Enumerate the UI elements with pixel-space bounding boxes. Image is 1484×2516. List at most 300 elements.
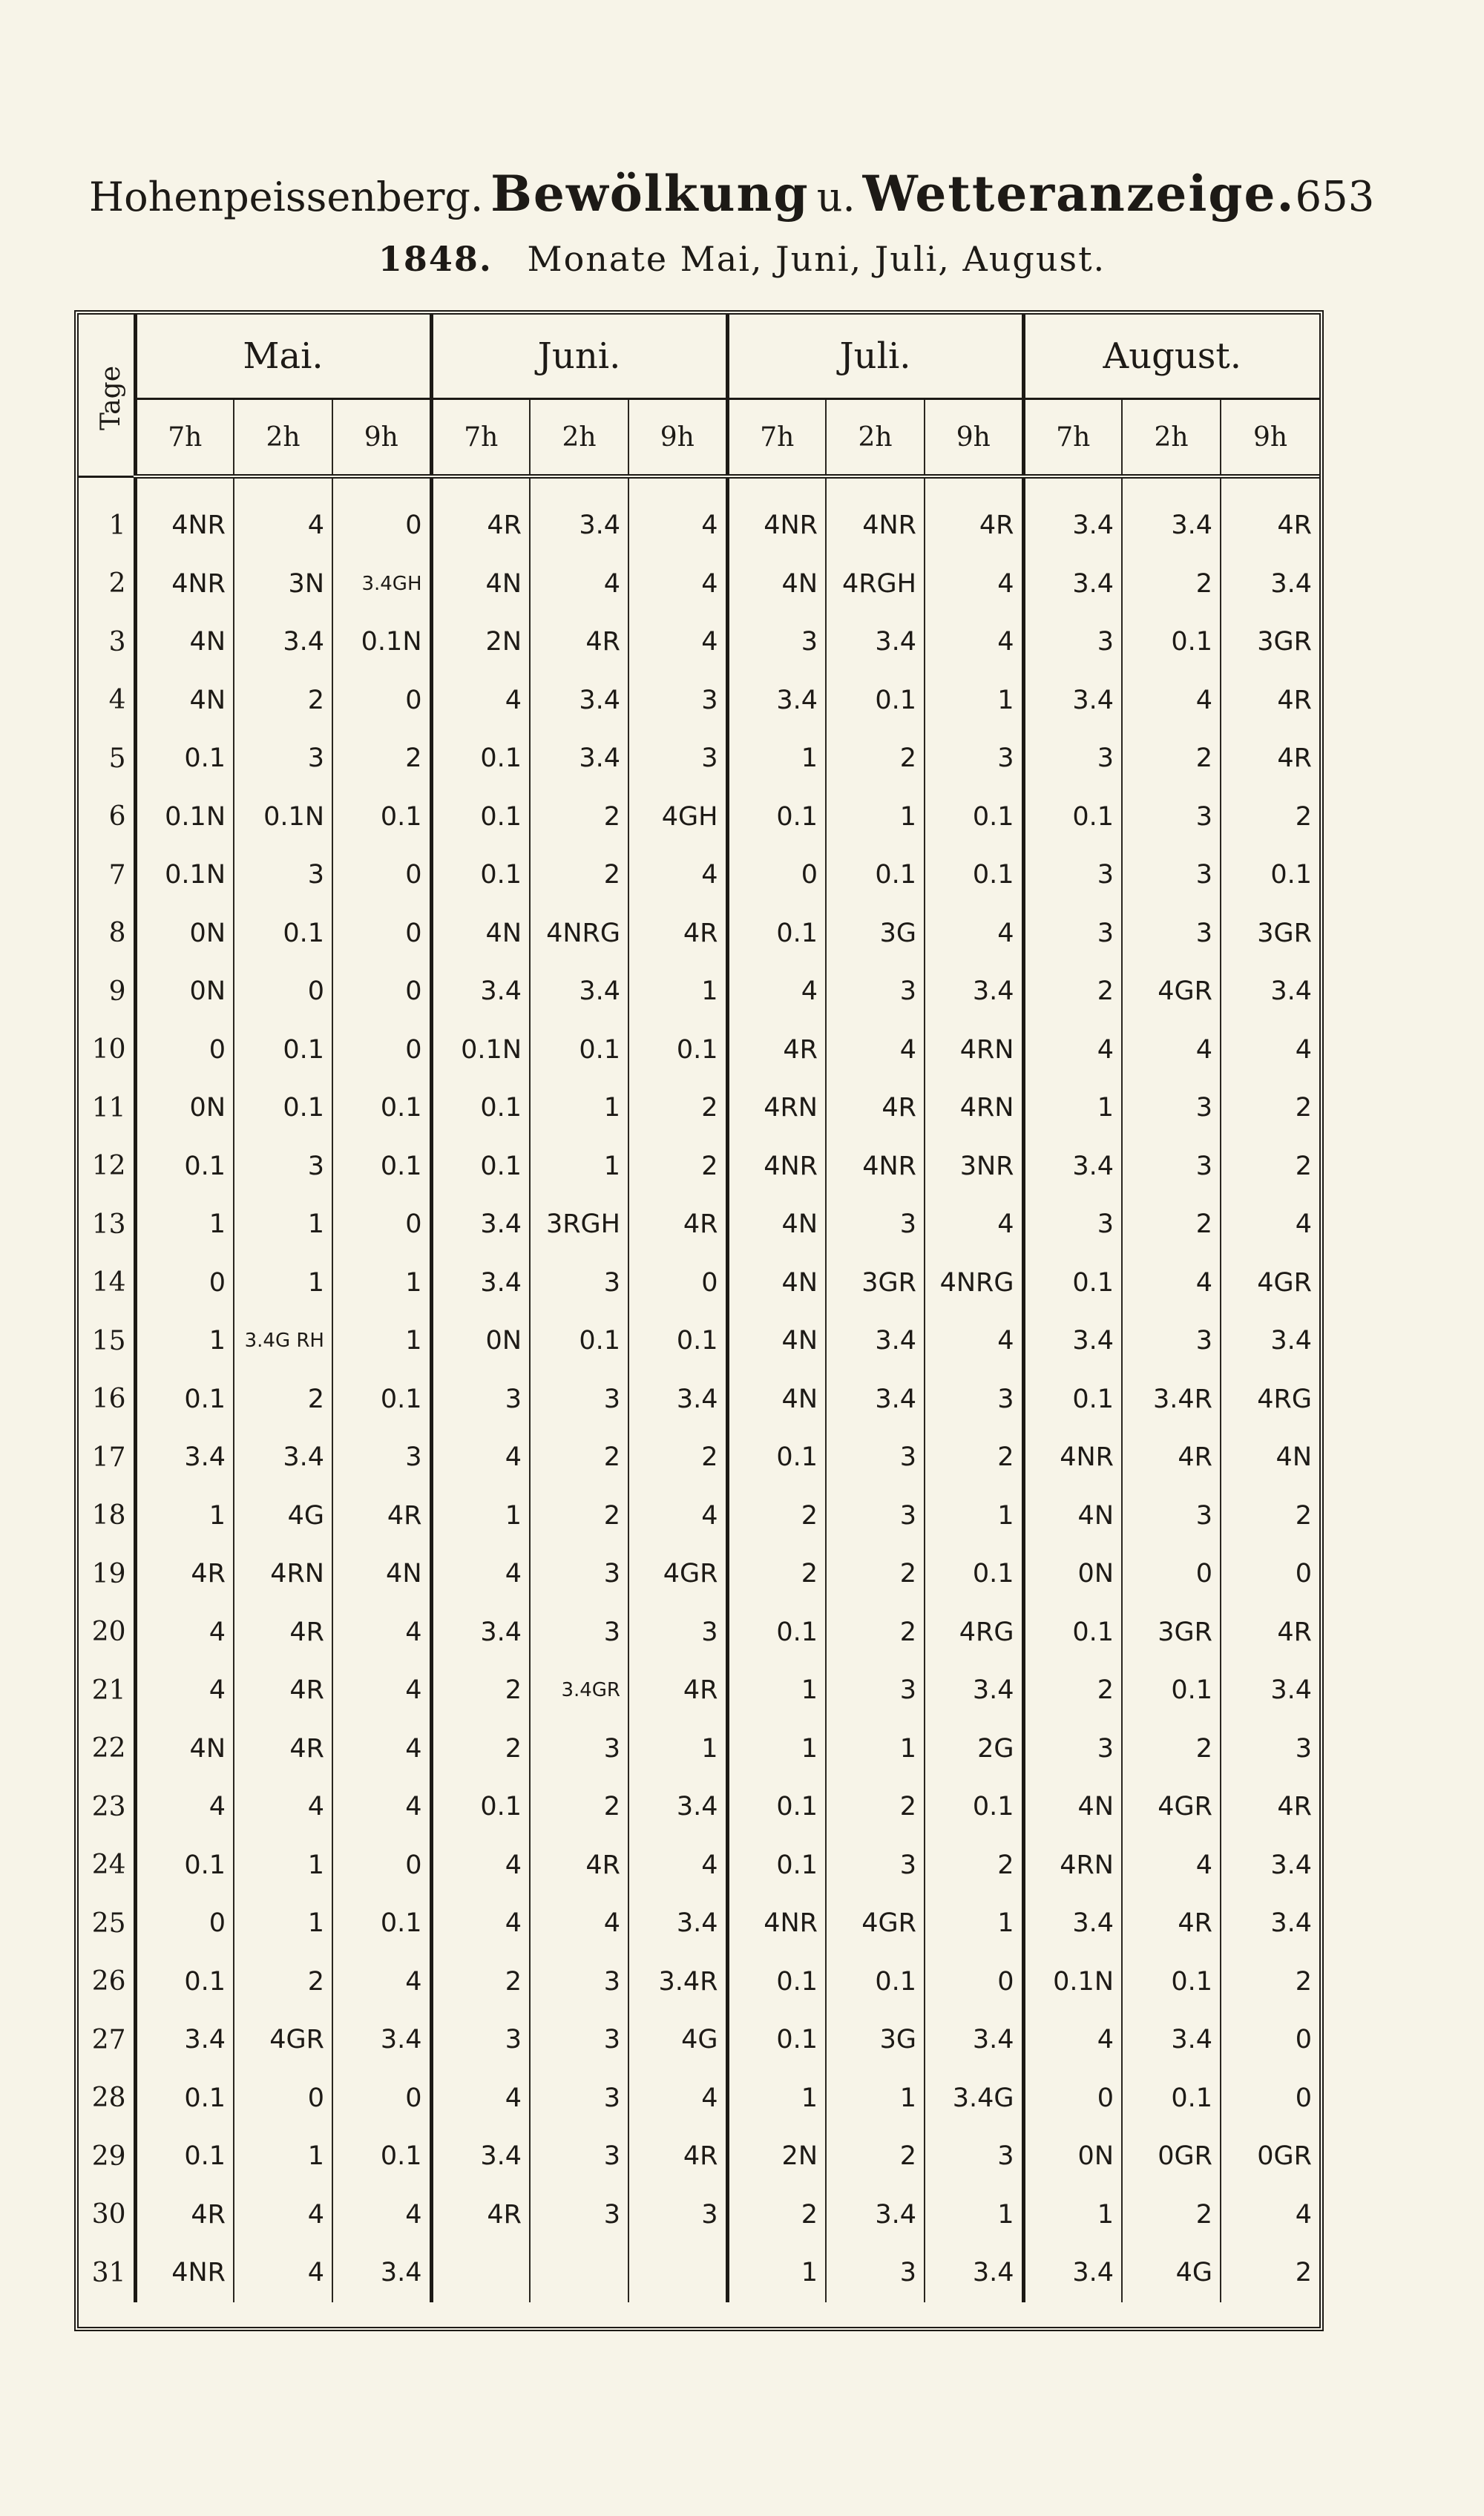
cell-may-2h: 2 xyxy=(234,671,332,730)
cell-july-9h: 4RN xyxy=(925,1079,1023,1137)
cell-august-7h: 4N xyxy=(1023,1487,1122,1546)
cell-june-7h: 3.4 xyxy=(431,1254,530,1313)
cell-august-7h: 3.4 xyxy=(1023,1312,1122,1370)
cell-june-2h: 2 xyxy=(530,1778,628,1836)
table-row xyxy=(79,1195,1319,1254)
cell-june-2h: 3 xyxy=(530,2011,628,2069)
day-number-cell: 18 xyxy=(79,1487,135,1546)
cell-may-2h: 4GR xyxy=(234,2011,332,2069)
cell-june-7h: 3.4 xyxy=(431,1603,530,1662)
spacer-cell xyxy=(1023,476,1122,496)
cell-july-7h: 4R xyxy=(727,1021,826,1080)
cell-may-9h: 4 xyxy=(332,1661,431,1720)
cell-june-7h: 0.1 xyxy=(431,1079,530,1137)
cell-june-2h: 3.4 xyxy=(530,729,628,788)
cell-july-7h: 4NR xyxy=(727,1894,826,1953)
table-row xyxy=(79,962,1319,1021)
table-row xyxy=(79,1894,1319,1953)
cell-june-2h: 3 xyxy=(530,2186,628,2244)
cell-june-9h: 2 xyxy=(628,1079,727,1137)
cell-july-2h: 1 xyxy=(826,1720,925,1778)
cell-july-2h: 4GR xyxy=(826,1894,925,1953)
cell-july-2h: 3 xyxy=(826,962,925,1021)
cell-august-7h: 4 xyxy=(1023,1021,1122,1080)
cell-july-2h: 3 xyxy=(826,1195,925,1254)
cell-july-7h: 4RN xyxy=(727,1079,826,1137)
month-header-may: Mai. xyxy=(135,315,431,399)
cell-may-7h: 0.1N xyxy=(135,788,234,847)
cell-june-7h: 2 xyxy=(431,1720,530,1778)
cell-may-2h: 4 xyxy=(234,2186,332,2244)
cell-july-7h: 4NR xyxy=(727,496,826,555)
cell-august-7h: 3 xyxy=(1023,1720,1122,1778)
cell-may-7h: 4NR xyxy=(135,2244,234,2302)
table-row xyxy=(79,1545,1319,1603)
cell-july-7h: 0.1 xyxy=(727,1603,826,1662)
cell-july-9h: 4 xyxy=(925,904,1023,963)
cell-may-7h: 1 xyxy=(135,1487,234,1546)
cell-may-2h: 3N xyxy=(234,555,332,614)
cell-august-2h: 3GR xyxy=(1122,1603,1221,1662)
cell-may-9h: 1 xyxy=(332,1254,431,1313)
cell-may-9h: 0 xyxy=(332,1021,431,1080)
cell-august-7h: 0.1 xyxy=(1023,1603,1122,1662)
day-number-cell: 19 xyxy=(79,1545,135,1603)
cell-may-2h: 2 xyxy=(234,1953,332,2011)
day-number-cell: 26 xyxy=(79,1953,135,2011)
cell-august-7h: 4 xyxy=(1023,2011,1122,2069)
cell-june-2h xyxy=(530,2244,628,2302)
cell-june-2h: 4 xyxy=(530,1894,628,1953)
month-header-august: August. xyxy=(1023,315,1319,399)
day-number-cell: 25 xyxy=(79,1894,135,1953)
cell-august-7h: 3.4 xyxy=(1023,555,1122,614)
header-place: Hohenpeissenberg. xyxy=(89,174,484,220)
cell-may-7h: 4N xyxy=(135,671,234,730)
cell-june-7h: 4 xyxy=(431,1894,530,1953)
cell-may-9h: 0.1N xyxy=(332,613,431,671)
cell-june-9h: 0.1 xyxy=(628,1021,727,1080)
cell-june-9h: 3.4 xyxy=(628,1778,727,1836)
cell-july-9h: 4 xyxy=(925,613,1023,671)
cell-july-9h: 3.4 xyxy=(925,962,1023,1021)
day-number-cell: 7 xyxy=(79,846,135,904)
cell-july-9h: 2G xyxy=(925,1720,1023,1778)
cell-may-2h: 3 xyxy=(234,1137,332,1196)
cell-june-7h: 4 xyxy=(431,2069,530,2128)
cell-august-7h: 3.4 xyxy=(1023,671,1122,730)
cell-june-9h: 4 xyxy=(628,1836,727,1895)
cell-june-9h: 3 xyxy=(628,1603,727,1662)
cell-may-7h: 0.1 xyxy=(135,1137,234,1196)
cell-august-9h: 2 xyxy=(1221,1079,1319,1137)
cell-may-7h: 4N xyxy=(135,613,234,671)
cell-may-2h: 0 xyxy=(234,2069,332,2128)
cell-june-7h: 2 xyxy=(431,1661,530,1720)
cell-july-7h: 1 xyxy=(727,729,826,788)
table-row xyxy=(79,1021,1319,1080)
cell-august-7h: 4N xyxy=(1023,1778,1122,1836)
table-row xyxy=(79,1720,1319,1778)
cell-july-7h: 3.4 xyxy=(727,671,826,730)
day-number-cell: 16 xyxy=(79,1370,135,1429)
cell-june-9h: 4 xyxy=(628,846,727,904)
cell-may-9h: 0.1 xyxy=(332,788,431,847)
page-header xyxy=(89,165,1375,223)
cell-august-2h: 4G xyxy=(1122,2244,1221,2302)
cell-may-2h: 3.4 xyxy=(234,1428,332,1487)
cell-may-9h: 4R xyxy=(332,1487,431,1546)
cell-august-7h: 3.4 xyxy=(1023,1137,1122,1196)
cell-may-7h: 0N xyxy=(135,962,234,1021)
cell-june-9h: 1 xyxy=(628,962,727,1021)
cell-august-9h: 4R xyxy=(1221,496,1319,555)
table-row xyxy=(79,2069,1319,2128)
day-number-cell: 24 xyxy=(79,1836,135,1895)
cell-june-2h: 3.4GR xyxy=(530,1661,628,1720)
cell-august-7h: 3.4 xyxy=(1023,2244,1122,2302)
cell-june-9h: 4 xyxy=(628,555,727,614)
cell-may-7h: 3.4 xyxy=(135,1428,234,1487)
cell-may-9h: 4 xyxy=(332,1720,431,1778)
cell-july-7h: 4N xyxy=(727,1195,826,1254)
cell-may-2h: 1 xyxy=(234,1894,332,1953)
cell-may-9h: 4N xyxy=(332,1545,431,1603)
cell-august-2h: 2 xyxy=(1122,2186,1221,2244)
cell-may-7h: 4 xyxy=(135,1603,234,1662)
cell-july-2h: 4RGH xyxy=(826,555,925,614)
spacer-cell xyxy=(135,476,234,496)
day-number-cell: 30 xyxy=(79,2186,135,2244)
cell-august-9h: 2 xyxy=(1221,1137,1319,1196)
spacer-cell xyxy=(1221,476,1319,496)
cell-may-7h: 4R xyxy=(135,2186,234,2244)
header-title-group xyxy=(89,165,1296,223)
cell-august-9h: 3.4 xyxy=(1221,962,1319,1021)
cell-august-9h: 2 xyxy=(1221,1487,1319,1546)
cell-july-9h: 4RG xyxy=(925,1603,1023,1662)
cell-august-9h: 2 xyxy=(1221,1953,1319,2011)
cell-august-9h: 0.1 xyxy=(1221,846,1319,904)
day-number-cell: 2 xyxy=(79,555,135,614)
cell-july-7h: 1 xyxy=(727,2244,826,2302)
day-number-cell: 8 xyxy=(79,904,135,963)
cell-may-7h: 0 xyxy=(135,1254,234,1313)
table-row xyxy=(79,1836,1319,1895)
day-number-cell: 21 xyxy=(79,1661,135,1720)
cell-june-2h: 1 xyxy=(530,1137,628,1196)
cell-june-9h: 3.4 xyxy=(628,1894,727,1953)
cell-july-7h: 0.1 xyxy=(727,1428,826,1487)
cell-july-9h: 2 xyxy=(925,1836,1023,1895)
header-title: Bewölkung xyxy=(490,165,810,223)
table-row xyxy=(79,1079,1319,1137)
cell-july-2h: 3 xyxy=(826,2244,925,2302)
spacer-cell xyxy=(727,476,826,496)
cell-july-2h: 3G xyxy=(826,904,925,963)
cell-june-9h: 1 xyxy=(628,1720,727,1778)
cell-may-9h: 3 xyxy=(332,1428,431,1487)
cell-june-2h: 3 xyxy=(530,1603,628,1662)
cell-august-2h: 3.4R xyxy=(1122,1370,1221,1429)
cell-august-9h: 2 xyxy=(1221,2244,1319,2302)
cell-july-9h: 3 xyxy=(925,729,1023,788)
cell-august-9h: 0 xyxy=(1221,1545,1319,1603)
cell-june-9h: 0.1 xyxy=(628,1312,727,1370)
day-number-cell: 1 xyxy=(79,496,135,555)
cell-june-2h: 3RGH xyxy=(530,1195,628,1254)
cell-august-9h: 4R xyxy=(1221,671,1319,730)
hour-header-august-2h: 2h xyxy=(1122,399,1221,477)
day-number-cell: 5 xyxy=(79,729,135,788)
cell-june-7h: 4N xyxy=(431,555,530,614)
cell-june-2h: 3 xyxy=(530,1720,628,1778)
cell-july-7h: 0.1 xyxy=(727,1953,826,2011)
cell-july-9h: 0.1 xyxy=(925,788,1023,847)
cell-july-9h: 1 xyxy=(925,1487,1023,1546)
table-row xyxy=(79,613,1319,671)
cell-july-7h: 0.1 xyxy=(727,2011,826,2069)
cell-may-7h: 0N xyxy=(135,1079,234,1137)
cell-july-2h: 4NR xyxy=(826,1137,925,1196)
table-row xyxy=(79,729,1319,788)
cell-may-7h: 3.4 xyxy=(135,2011,234,2069)
cell-may-2h: 4 xyxy=(234,2244,332,2302)
table-spacer-row xyxy=(79,476,1319,496)
cell-june-2h: 2 xyxy=(530,788,628,847)
cell-august-9h: 3.4 xyxy=(1221,1894,1319,1953)
day-number-cell: 31 xyxy=(79,2244,135,2302)
cell-may-2h: 3.4G RH xyxy=(234,1312,332,1370)
cell-may-9h: 4 xyxy=(332,1603,431,1662)
cell-july-7h: 4NR xyxy=(727,1137,826,1196)
cell-august-7h: 4NR xyxy=(1023,1428,1122,1487)
cell-may-7h: 4NR xyxy=(135,555,234,614)
cell-may-7h: 1 xyxy=(135,1195,234,1254)
cell-july-2h: 2 xyxy=(826,2127,925,2186)
cell-may-7h: 0N xyxy=(135,904,234,963)
day-number-cell: 29 xyxy=(79,2127,135,2186)
hour-header-august-7h: 7h xyxy=(1023,399,1122,477)
cell-july-7h: 3 xyxy=(727,613,826,671)
day-number-cell: 14 xyxy=(79,1254,135,1313)
cell-june-7h: 0.1 xyxy=(431,1778,530,1836)
cell-august-7h: 2 xyxy=(1023,962,1122,1021)
table-body xyxy=(79,476,1319,2302)
cell-august-7h: 1 xyxy=(1023,2186,1122,2244)
cell-may-2h: 4G xyxy=(234,1487,332,1546)
cell-july-7h: 4N xyxy=(727,1370,826,1429)
cell-may-9h: 0.1 xyxy=(332,1370,431,1429)
cell-june-7h: 2 xyxy=(431,1953,530,2011)
cell-july-9h: 4 xyxy=(925,555,1023,614)
cell-may-9h: 4 xyxy=(332,1953,431,2011)
cell-june-7h xyxy=(431,2244,530,2302)
table-row xyxy=(79,846,1319,904)
cell-june-7h: 2N xyxy=(431,613,530,671)
cell-july-2h: 4R xyxy=(826,1079,925,1137)
cell-august-7h: 0.1 xyxy=(1023,1254,1122,1313)
table-row xyxy=(79,1603,1319,1662)
table-row xyxy=(79,1312,1319,1370)
cell-august-9h: 4RG xyxy=(1221,1370,1319,1429)
subheader-text: Monate Mai, Juni, Juli, August. xyxy=(527,239,1106,279)
cell-may-9h: 0 xyxy=(332,846,431,904)
day-number-cell: 10 xyxy=(79,1021,135,1080)
cell-may-9h: 3.4 xyxy=(332,2244,431,2302)
cell-august-9h: 3 xyxy=(1221,1720,1319,1778)
day-number-cell: 22 xyxy=(79,1720,135,1778)
cell-august-2h: 3 xyxy=(1122,846,1221,904)
spacer-cell xyxy=(925,476,1023,496)
spacer-cell xyxy=(234,476,332,496)
cell-august-7h: 3 xyxy=(1023,846,1122,904)
cell-may-2h: 0.1 xyxy=(234,1079,332,1137)
cell-may-2h: 3 xyxy=(234,846,332,904)
day-number-cell: 11 xyxy=(79,1079,135,1137)
cell-june-9h: 3 xyxy=(628,671,727,730)
spacer-cell xyxy=(332,476,431,496)
cell-may-2h: 0.1 xyxy=(234,904,332,963)
table-row xyxy=(79,1137,1319,1196)
cell-june-9h: 4R xyxy=(628,1661,727,1720)
cell-august-2h: 4R xyxy=(1122,1894,1221,1953)
cell-july-2h: 3 xyxy=(826,1428,925,1487)
cell-august-7h: 4RN xyxy=(1023,1836,1122,1895)
cell-june-2h: 4 xyxy=(530,555,628,614)
table-row xyxy=(79,1254,1319,1313)
cell-august-7h: 3.4 xyxy=(1023,1894,1122,1953)
cell-july-7h: 1 xyxy=(727,1720,826,1778)
cell-june-9h: 3 xyxy=(628,2186,727,2244)
cell-july-9h: 4 xyxy=(925,1312,1023,1370)
cell-june-7h: 3.4 xyxy=(431,2127,530,2186)
cell-august-2h: 4 xyxy=(1122,671,1221,730)
cell-june-9h: 4 xyxy=(628,1487,727,1546)
cell-august-2h: 3 xyxy=(1122,1312,1221,1370)
cell-may-7h: 0.1 xyxy=(135,1370,234,1429)
cell-august-2h: 3 xyxy=(1122,1137,1221,1196)
cell-july-2h: 3.4 xyxy=(826,613,925,671)
day-number-cell: 9 xyxy=(79,962,135,1021)
cell-june-9h: 4GR xyxy=(628,1545,727,1603)
cell-may-9h: 0 xyxy=(332,904,431,963)
table-row xyxy=(79,671,1319,730)
cell-august-2h: 0.1 xyxy=(1122,613,1221,671)
cell-july-7h: 2 xyxy=(727,1545,826,1603)
cell-may-9h: 0 xyxy=(332,496,431,555)
cell-may-2h: 1 xyxy=(234,2127,332,2186)
cell-june-7h: 0.1N xyxy=(431,1021,530,1080)
page-number: 653 xyxy=(1295,173,1375,221)
cell-may-9h: 0 xyxy=(332,671,431,730)
cell-may-2h: 3 xyxy=(234,729,332,788)
cell-august-9h: 4N xyxy=(1221,1428,1319,1487)
cell-june-7h: 3 xyxy=(431,1370,530,1429)
cell-june-7h: 0N xyxy=(431,1312,530,1370)
day-number-cell: 28 xyxy=(79,2069,135,2128)
cell-june-7h: 4 xyxy=(431,1836,530,1895)
cell-july-2h: 0.1 xyxy=(826,1953,925,2011)
cell-june-7h: 4R xyxy=(431,2186,530,2244)
cell-june-9h: 4 xyxy=(628,2069,727,2128)
cell-july-2h: 3G xyxy=(826,2011,925,2069)
cell-july-9h: 3NR xyxy=(925,1137,1023,1196)
cell-may-9h: 0.1 xyxy=(332,1079,431,1137)
weather-table xyxy=(79,315,1319,2302)
subheader-year: 1848. xyxy=(378,239,493,279)
cell-may-2h: 4R xyxy=(234,1603,332,1662)
cell-june-9h: 4R xyxy=(628,2127,727,2186)
table-row xyxy=(79,496,1319,555)
cell-august-7h: 0.1N xyxy=(1023,1953,1122,2011)
cell-august-9h: 4 xyxy=(1221,1021,1319,1080)
cell-june-7h: 4 xyxy=(431,1545,530,1603)
cell-july-7h: 2 xyxy=(727,1487,826,1546)
cell-june-7h: 4N xyxy=(431,904,530,963)
cell-july-2h: 2 xyxy=(826,1603,925,1662)
table-row xyxy=(79,2186,1319,2244)
cell-july-2h: 0.1 xyxy=(826,671,925,730)
day-column-header xyxy=(79,315,135,476)
cell-august-7h: 0N xyxy=(1023,2127,1122,2186)
table-row xyxy=(79,1370,1319,1429)
cell-june-9h xyxy=(628,2244,727,2302)
cell-july-7h: 0 xyxy=(727,846,826,904)
cell-june-2h: 2 xyxy=(530,846,628,904)
cell-may-2h: 2 xyxy=(234,1370,332,1429)
cell-may-9h: 0.1 xyxy=(332,1894,431,1953)
hour-header-july-2h: 2h xyxy=(826,399,925,477)
day-number-cell: 3 xyxy=(79,613,135,671)
cell-july-7h: 2 xyxy=(727,2186,826,2244)
cell-august-2h: 0.1 xyxy=(1122,2069,1221,2128)
day-column-label: Tage xyxy=(96,366,127,431)
cell-june-9h: 2 xyxy=(628,1137,727,1196)
cell-june-7h: 0.1 xyxy=(431,788,530,847)
cell-july-9h: 0.1 xyxy=(925,1778,1023,1836)
cell-may-9h: 0.1 xyxy=(332,1137,431,1196)
hour-header-may-9h: 9h xyxy=(332,399,431,477)
cell-august-7h: 3.4 xyxy=(1023,496,1122,555)
cell-may-2h: 1 xyxy=(234,1254,332,1313)
cell-may-9h: 3.4GH xyxy=(332,555,431,614)
cell-may-7h: 0.1 xyxy=(135,2127,234,2186)
cell-may-7h: 4NR xyxy=(135,496,234,555)
cell-may-9h: 0 xyxy=(332,1836,431,1895)
cell-june-9h: 4R xyxy=(628,1195,727,1254)
cell-may-7h: 0.1 xyxy=(135,729,234,788)
cell-june-7h: 0.1 xyxy=(431,1137,530,1196)
cell-july-2h: 4 xyxy=(826,1021,925,1080)
cell-july-7h: 1 xyxy=(727,1661,826,1720)
cell-june-9h: 3.4 xyxy=(628,1370,727,1429)
hour-header-june-7h: 7h xyxy=(431,399,530,477)
cell-june-7h: 4 xyxy=(431,671,530,730)
cell-may-7h: 0 xyxy=(135,1021,234,1080)
cell-july-9h: 1 xyxy=(925,671,1023,730)
cell-august-2h: 2 xyxy=(1122,555,1221,614)
cell-may-2h: 3.4 xyxy=(234,613,332,671)
day-number-cell: 13 xyxy=(79,1195,135,1254)
cell-june-2h: 2 xyxy=(530,1428,628,1487)
cell-may-2h: 0 xyxy=(234,962,332,1021)
cell-may-7h: 4R xyxy=(135,1545,234,1603)
cell-july-9h: 1 xyxy=(925,2186,1023,2244)
cell-july-9h: 2 xyxy=(925,1428,1023,1487)
cell-may-9h: 0 xyxy=(332,2069,431,2128)
cell-may-7h: 4N xyxy=(135,1720,234,1778)
